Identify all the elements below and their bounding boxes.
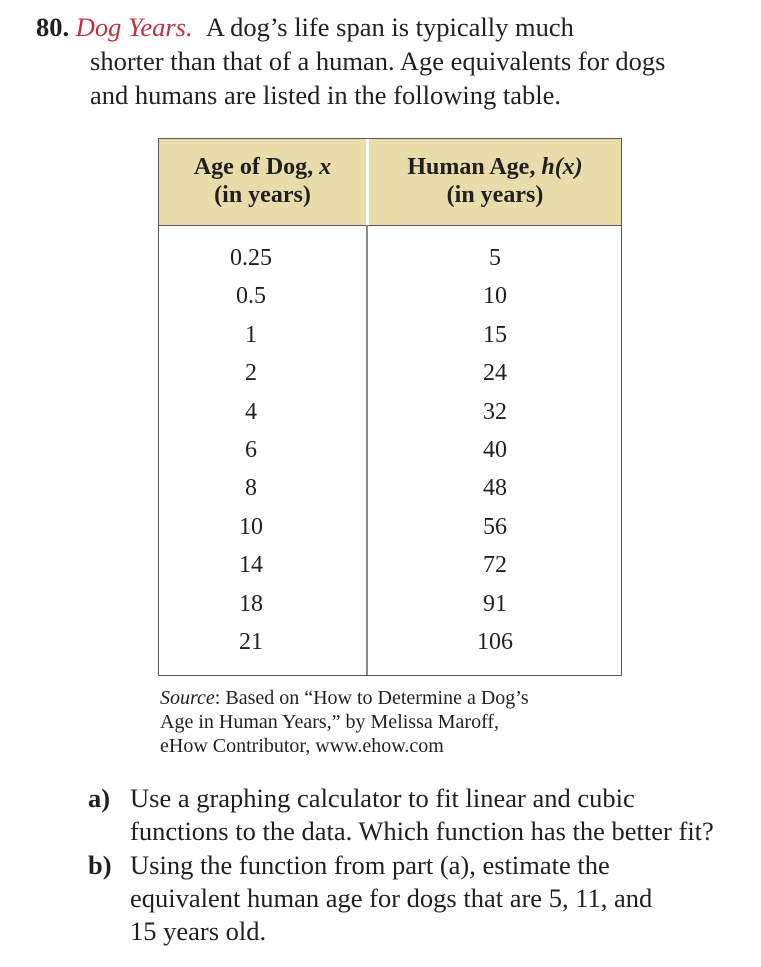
source-label: Source bbox=[160, 687, 215, 709]
cell-dog-age: 0.5 bbox=[236, 283, 266, 310]
header-dog-age bbox=[159, 153, 366, 209]
header-dog-age-text: Age of Dog, bbox=[193, 154, 320, 180]
header-dog-age-units: (in years) bbox=[214, 182, 311, 208]
cell-human-age: 56 bbox=[483, 513, 507, 540]
part-b bbox=[88, 849, 758, 948]
table-row bbox=[159, 508, 621, 546]
cell-human-age: 32 bbox=[483, 398, 507, 425]
part-a-line-2: functions to the data. Which function has the better fit? bbox=[130, 816, 714, 846]
part-b-label: b) bbox=[88, 850, 112, 880]
problem-number: 80. bbox=[36, 12, 70, 42]
part-a-line-1: Use a graphing calculator to fit linear and cubic bbox=[130, 783, 635, 813]
problem-statement bbox=[36, 10, 756, 112]
cell-dog-age: 6 bbox=[245, 436, 257, 463]
table-body bbox=[159, 239, 621, 661]
cell-dog-age: 2 bbox=[245, 360, 257, 387]
source-line-2: Age in Human Years,” by Melissa Maroff, bbox=[160, 711, 500, 733]
cell-dog-age: 1 bbox=[245, 321, 257, 348]
table-row bbox=[159, 585, 621, 623]
cell-human-age: 5 bbox=[489, 245, 501, 271]
dog-age-table bbox=[158, 138, 622, 676]
question-parts bbox=[88, 782, 758, 948]
header-human-age bbox=[369, 153, 621, 209]
header-dog-age-var: x bbox=[319, 154, 332, 180]
cell-dog-age: 4 bbox=[245, 398, 257, 425]
table-header bbox=[159, 139, 621, 226]
cell-human-age: 72 bbox=[483, 552, 507, 579]
table-row bbox=[159, 393, 621, 431]
header-human-age-units: (in years) bbox=[446, 182, 544, 208]
cell-human-age: 10 bbox=[483, 283, 507, 310]
part-a-label: a) bbox=[88, 783, 111, 813]
table-row bbox=[159, 431, 621, 469]
source-note bbox=[160, 686, 620, 758]
intro-line-3: and humans are listed in the following table. bbox=[90, 80, 561, 110]
cell-dog-age: 18 bbox=[239, 590, 263, 617]
cell-human-age: 48 bbox=[483, 475, 507, 502]
part-a bbox=[88, 782, 758, 848]
source-line-1: : Based on “How to Determine a Dog’s bbox=[214, 687, 529, 709]
cell-human-age: 106 bbox=[477, 628, 513, 655]
part-b-line-3: 15 years old. bbox=[130, 916, 267, 946]
cell-human-age: 15 bbox=[483, 321, 507, 348]
cell-human-age: 24 bbox=[483, 360, 507, 387]
header-human-age-func: h bbox=[541, 154, 555, 180]
table-row bbox=[159, 239, 621, 277]
cell-human-age: 91 bbox=[483, 590, 507, 617]
cell-dog-age: 14 bbox=[239, 552, 263, 579]
part-b-line-1: Using the function from part (a), estimate the bbox=[130, 850, 610, 880]
problem-first-line bbox=[36, 10, 756, 44]
header-human-age-text: Human Age, bbox=[407, 154, 542, 180]
problem-title: Dog Years. bbox=[75, 12, 193, 42]
cell-dog-age: 10 bbox=[239, 513, 263, 540]
intro-line-2: shorter than that of a human. Age equivalents for dogs bbox=[90, 46, 666, 76]
cell-human-age: 40 bbox=[483, 436, 507, 463]
source-line-3: eHow Contributor, www.ehow.com bbox=[160, 735, 444, 757]
table-row bbox=[159, 623, 621, 661]
table-row bbox=[159, 354, 621, 392]
table-row bbox=[159, 546, 621, 584]
intro-line-1: A dog’s life span is typically much bbox=[205, 12, 574, 42]
table-row bbox=[159, 469, 621, 507]
part-b-line-2: equivalent human age for dogs that are 5, 11, and bbox=[130, 883, 653, 913]
table-row bbox=[159, 277, 621, 315]
cell-dog-age: 0.25 bbox=[230, 245, 272, 271]
header-human-age-arg: (x) bbox=[554, 154, 583, 180]
table-row bbox=[159, 316, 621, 354]
cell-dog-age: 8 bbox=[245, 475, 257, 502]
header-divider bbox=[366, 139, 369, 225]
cell-dog-age: 21 bbox=[239, 628, 263, 655]
